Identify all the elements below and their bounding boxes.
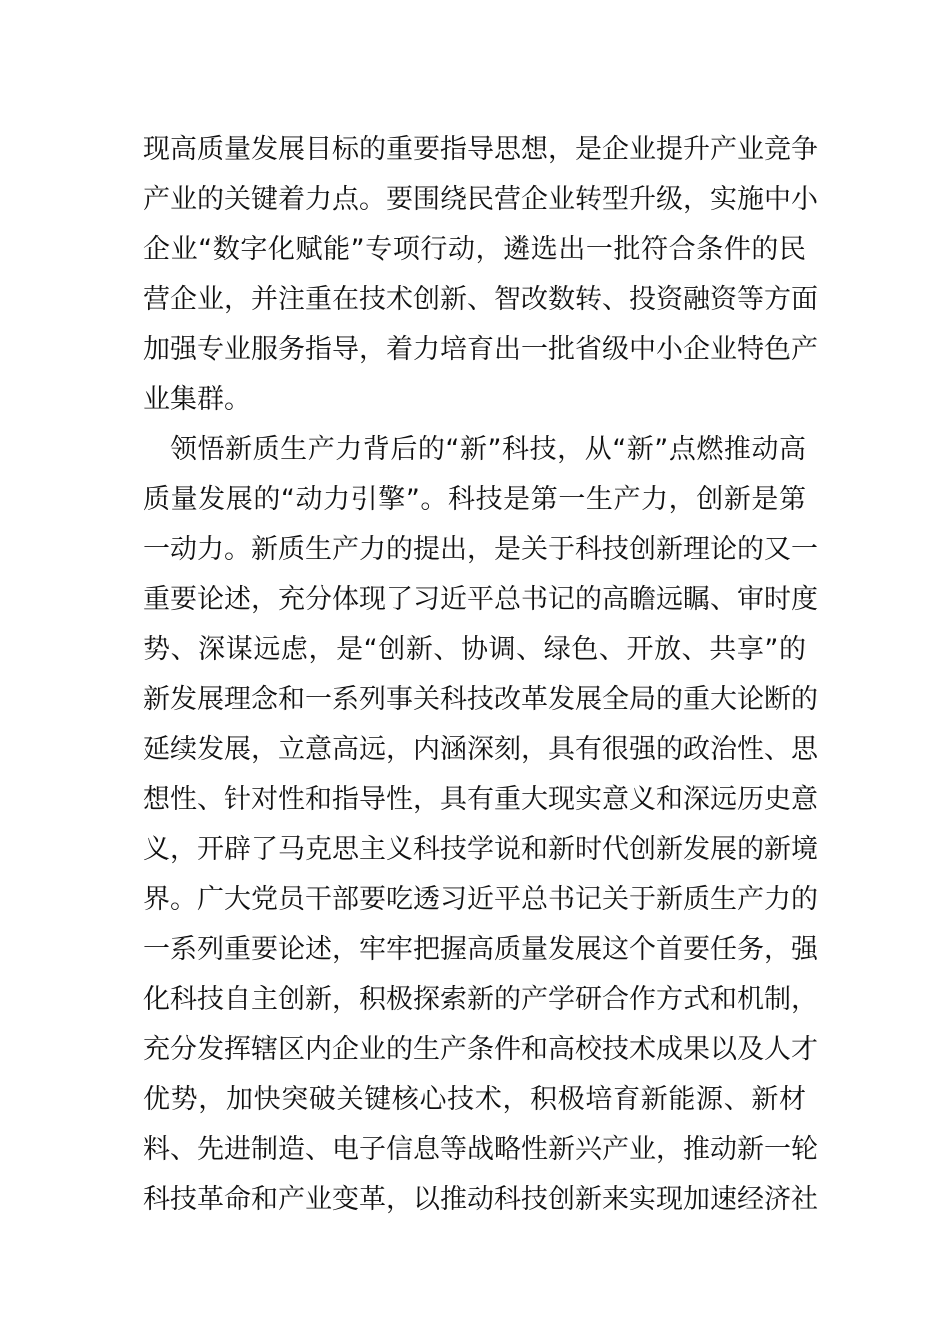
- paragraph-2: [143, 425, 818, 1225]
- text-line: 现高质量发展目标的重要指导思想，是企业提升产业竞争: [143, 134, 818, 165]
- document-page: [143, 125, 818, 1225]
- text-line: 化科技自主创新，积极探索新的产学研合作方式和机制，: [143, 984, 818, 1015]
- text-line: 质量发展的“动力引擎”。科技是第一生产力，创新是第: [143, 484, 806, 515]
- text-line: 新发展理念和一系列事关科技改革发展全局的重大论断的: [143, 684, 818, 715]
- text-line: 界。广大党员干部要吃透习近平总书记关于新质生产力的: [143, 884, 818, 915]
- text-line: 延续发展，立意高远，内涵深刻，具有很强的政治性、思: [143, 734, 818, 765]
- text-line: 想性、针对性和指导性，具有重大现实意义和深远历史意: [143, 784, 818, 815]
- text-line: 营企业，并注重在技术创新、智改数转、投资融资等方面: [143, 284, 818, 315]
- text-line: 料、先进制造、电子信息等战略性新兴产业，推动新一轮: [143, 1134, 818, 1165]
- text-line: 一系列重要论述，牢牢把握高质量发展这个首要任务，强: [143, 934, 818, 965]
- text-line: 重要论述，充分体现了习近平总书记的高瞻远瞩、审时度: [143, 584, 818, 615]
- text-line: 充分发挥辖区内企业的生产条件和高校技术成果以及人才: [143, 1034, 818, 1065]
- text-line: 企业“数字化赋能”专项行动，遴选出一批符合条件的民: [143, 234, 806, 265]
- text-line: 产业的关键着力点。要围绕民营企业转型升级，实施中小: [143, 184, 818, 215]
- text-line: 优势，加快突破关键核心技术，积极培育新能源、新材: [143, 1084, 806, 1115]
- text-line: 业集群。: [143, 384, 251, 415]
- text-line: 科技革命和产业变革，以推动科技创新来实现加速经济社: [143, 1184, 818, 1215]
- paragraph-1: [143, 125, 818, 425]
- text-line: 义，开辟了马克思主义科技学说和新时代创新发展的新境: [143, 834, 818, 865]
- text-line: 加强专业服务指导，着力培育出一批省级中小企业特色产: [143, 334, 818, 365]
- text-line: 一动力。新质生产力的提出，是关于科技创新理论的又一: [143, 534, 818, 565]
- text-line: 领悟新质生产力背后的“新”科技，从“新”点燃推动高: [170, 434, 806, 465]
- text-line: 势、深谋远虑，是“创新、协调、绿色、开放、共享”的: [143, 634, 806, 665]
